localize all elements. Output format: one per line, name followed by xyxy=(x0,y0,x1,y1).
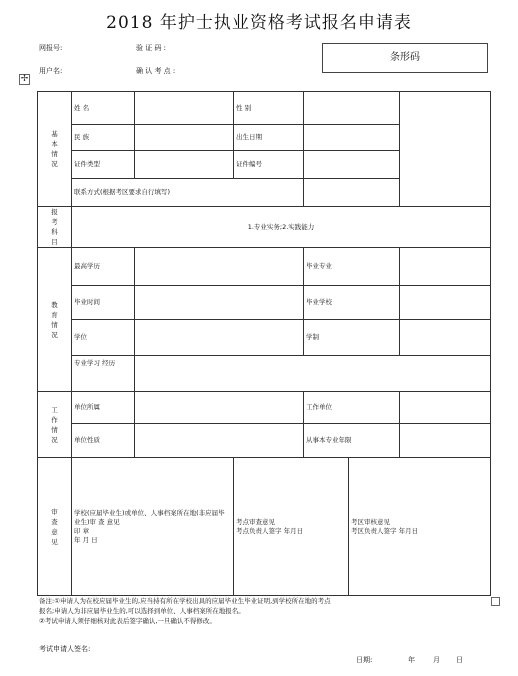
contact-label: 联系方式(根据考区要求自行填写) xyxy=(72,179,304,207)
study-history-label: 专业学习 经历 xyxy=(72,356,135,392)
barcode-label: 条形码 xyxy=(390,52,420,63)
confirm-point-label: 确 认 考 点 : xyxy=(136,67,176,75)
date-label: 日期: xyxy=(356,656,373,664)
degree-label: 学位 xyxy=(72,320,135,356)
notes-line-3: ②考试申请人须仔细核对此表后签字确认,一旦确认不得修改。 xyxy=(39,617,216,625)
id-number-field[interactable] xyxy=(304,151,400,179)
section-education: 教育情况 xyxy=(38,248,72,392)
gender-field[interactable] xyxy=(304,92,400,125)
degree-field[interactable] xyxy=(135,320,304,356)
school-system-field[interactable] xyxy=(400,320,491,356)
verify-code-label: 验 证 码 : xyxy=(136,44,167,52)
notes-line-2: 报名;申请人为非应届毕业生的,可以选择到单位、人事档案所在地报名。 xyxy=(39,607,245,615)
school-system-label: 学制 xyxy=(304,320,400,356)
study-history-field[interactable] xyxy=(135,356,491,392)
major-label: 毕业专业 xyxy=(304,248,400,286)
unit-label: 单位所属 xyxy=(72,392,135,424)
school-review-seal: 印 章 xyxy=(74,526,90,535)
unit-nature-label: 单位性质 xyxy=(72,424,135,458)
username-label: 用户名: xyxy=(39,67,63,75)
ethnicity-field[interactable] xyxy=(135,125,234,151)
school-label: 毕业学校 xyxy=(304,286,400,320)
notes xyxy=(39,596,499,626)
name-field[interactable] xyxy=(135,92,234,125)
grad-time-label: 毕业时间 xyxy=(72,286,135,320)
table-move-icon[interactable]: ✢ xyxy=(20,74,29,84)
exam-site-review-cell xyxy=(234,458,349,596)
unit-name-field[interactable] xyxy=(400,392,491,424)
id-type-label: 证件类型 xyxy=(72,151,135,179)
exam-area-review-sign: 考区负责人签字 年月日 xyxy=(351,526,419,535)
application-form-table xyxy=(37,91,491,596)
gender-label: 性 别 xyxy=(234,92,304,125)
section-work: 工作情况 xyxy=(38,392,72,458)
grad-time-field[interactable] xyxy=(135,286,304,320)
unit-nature-field[interactable] xyxy=(135,424,304,458)
major-field[interactable] xyxy=(400,248,491,286)
exam-site-review-label: 考点审查意见 xyxy=(236,517,275,526)
reg-number-label: 网报号: xyxy=(39,44,63,52)
work-years-label: 从事本专业年限 xyxy=(304,424,400,458)
school-review-opinion: 学校(应届毕业生)或单位、人事档案所在地(非应届毕业生)审 查 意见 xyxy=(74,508,225,526)
unit-field[interactable] xyxy=(135,392,304,424)
highest-edu-label: 最高学历 xyxy=(72,248,135,286)
photo-area xyxy=(400,92,491,207)
exam-subject-value: 1.专业实务;2.实践能力 xyxy=(72,207,491,248)
exam-area-review-label: 考区审核意见 xyxy=(351,517,390,526)
contact-field[interactable] xyxy=(304,179,400,207)
birthdate-field[interactable] xyxy=(304,125,400,151)
school-field[interactable] xyxy=(400,286,491,320)
highest-edu-field[interactable] xyxy=(135,248,304,286)
school-review-cell xyxy=(72,458,234,596)
ethnicity-label: 民 族 xyxy=(72,125,135,151)
unit-name-label: 工作单位 xyxy=(304,392,400,424)
id-type-field[interactable] xyxy=(135,151,234,179)
section-basic: 基本情况 xyxy=(38,92,72,207)
exam-site-review-sign: 考点负责人签字 年月日 xyxy=(236,526,304,535)
exam-area-review-cell xyxy=(349,458,491,596)
applicant-sign-label: 考试申请人签名: xyxy=(39,645,91,653)
id-number-label: 证件编号 xyxy=(234,151,304,179)
date-year: 年 xyxy=(408,656,415,664)
date-day: 日 xyxy=(456,656,463,664)
work-years-field[interactable] xyxy=(400,424,491,458)
school-review-date: 年 月 日 xyxy=(74,535,98,544)
birthdate-label: 出生日期 xyxy=(234,125,304,151)
barcode-box xyxy=(322,43,488,73)
section-exam-subject: 报考科目 xyxy=(38,207,72,248)
page-title: 2018 年护士执业资格考试报名申请表 xyxy=(106,13,412,33)
notes-line-1: 备注:①申请人为在校应届毕业生的,应当持有所在学校出具的应届毕业生毕业证明,到学校所在地的考点 xyxy=(39,597,331,605)
name-label: 姓 名 xyxy=(72,92,135,125)
section-review: 审查意见 xyxy=(38,458,72,596)
date-month: 月 xyxy=(433,656,440,664)
